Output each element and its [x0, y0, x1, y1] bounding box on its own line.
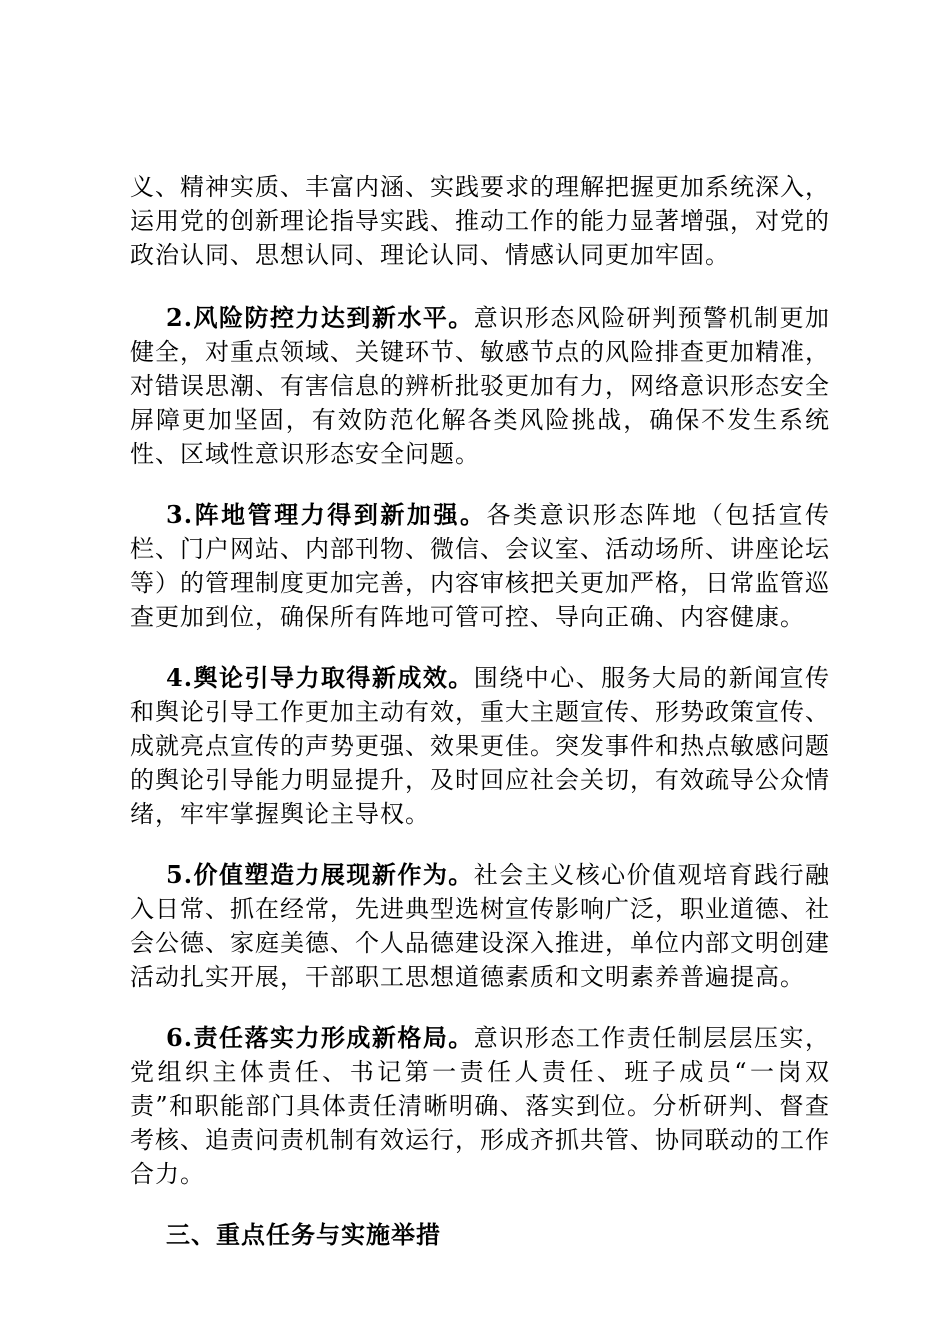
goal-item-2: [130, 301, 830, 471]
goal-item-4-body: 围绕中心、服务大局的新闻宣传和舆论引导工作更加主动有效，重大主题宣传、形势政策宣传、成就亮点宣传的声势更强、效果更佳。突发事件和热点敏感问题的舆论引导能力明显提升，及时回应社会关切，有效疏导公众情绪，牢牢掌握舆论主导权。: [130, 664, 831, 828]
goal-item-3-lead: 3.阵地管理力得到新加强。: [166, 500, 487, 529]
goal-item-3: [130, 498, 830, 634]
goal-item-5: [130, 858, 830, 994]
goal-item-3-body: 各类意识形态阵地（包括宣传栏、门户网站、内部刊物、微信、会议室、活动场所、讲座论坛等）的管理制度更加完善，内容审核把关更加严格，日常监管巡查更加到位，确保所有阵地可管可控、导向正确、内容健康。: [130, 501, 830, 631]
goal-item-2-body: 意识形态风险研判预警机制更加健全，对重点领域、关键环节、敏感节点的风险排查更加精准，对错误思潮、有害信息的辨析批驳更加有力，网络意识形态安全屏障更加坚固，有效防范化解各类风险挑战，确保不发生系统性、区域性意识形态安全问题。: [130, 304, 831, 468]
document-body: [130, 170, 830, 1252]
goal-item-2-lead: 2.风险防控力达到新水平。: [166, 303, 474, 332]
goal-item-5-body: 社会主义核心价值观培育践行融入日常、抓在经常，先进典型选树宣传影响广泛，职业道德、社会公德、家庭美德、个人品德建设深入推进，单位内部文明创建活动扎实开展，干部职工思想道德素质和文明素养普遍提高。: [130, 861, 831, 991]
goal-item-4: [130, 661, 830, 831]
goal-item-5-lead: 5.价值塑造力展现新作为。: [166, 860, 474, 889]
section-heading: 三、重点任务与实施举措: [166, 1220, 441, 1249]
goal-item-4-lead: 4.舆论引导力取得新成效。: [166, 663, 474, 692]
goal-item-6: [130, 1021, 830, 1191]
continued-paragraph: 义、精神实质、丰富内涵、实践要求的理解把握更加系统深入，运用党的创新理论指导实践、推动工作的能力显著增强，对党的政治认同、思想认同、理论认同、情感认同更加牢固。: [130, 173, 830, 269]
goal-item-6-lead: 6.责任落实力形成新格局。: [166, 1023, 474, 1052]
goal-item-6-body: 意识形态工作责任制层层压实，党组织主体责任、书记第一责任人责任、班子成员“一岗双责”和职能部门具体责任清晰明确、落实到位。分析研判、督查考核、追责问责机制有效运行，形成齐抓共管、协同联动的工作合力。: [130, 1024, 831, 1188]
